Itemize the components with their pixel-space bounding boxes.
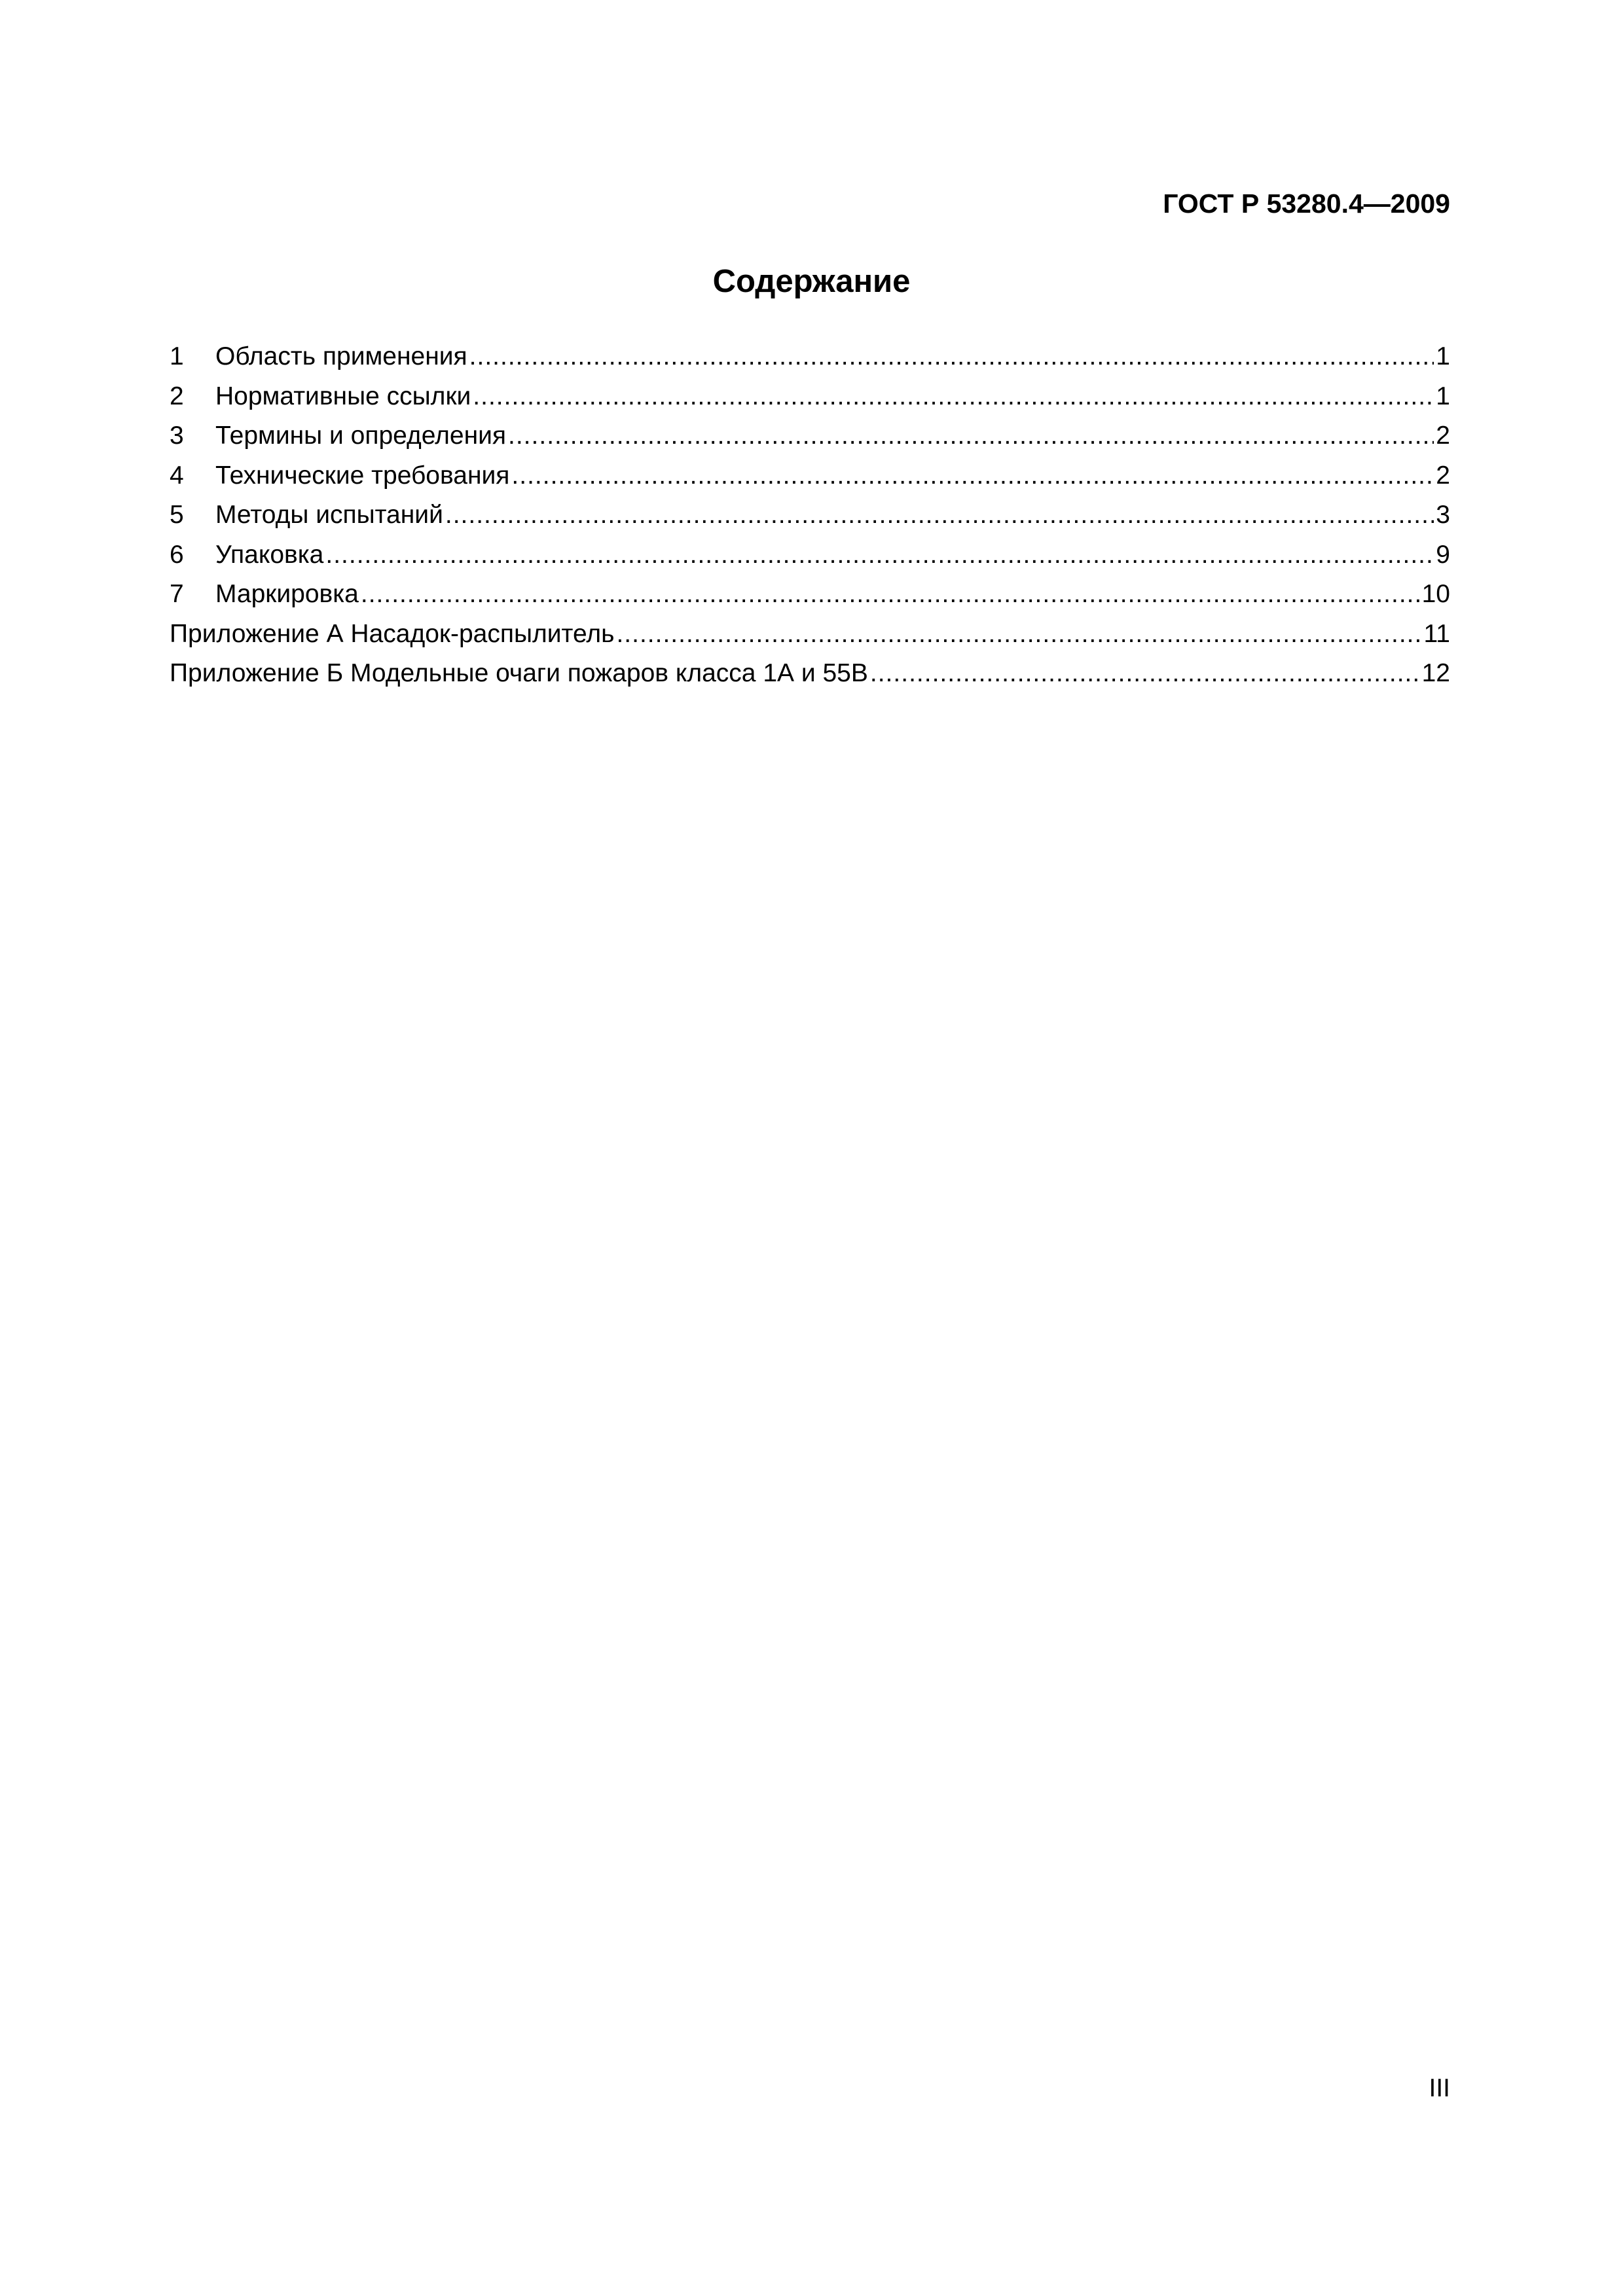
toc-entry-appendix-b[interactable] — [170, 654, 1450, 694]
page-number: III — [1429, 2074, 1450, 2102]
toc-entry-number: 2 — [170, 382, 184, 410]
toc-entry-3[interactable] — [170, 416, 1450, 456]
toc-entry-2[interactable] — [170, 377, 1450, 417]
toc-entry-page: 9 — [1436, 540, 1450, 569]
document-code: ГОСТ Р 53280.4—2009 — [1163, 188, 1450, 219]
toc-entry-label: Технические требования — [215, 461, 510, 490]
toc-entry-number: 7 — [170, 580, 184, 608]
toc-dot-leader — [511, 456, 1434, 496]
toc-entry-label: Упаковка — [215, 540, 324, 569]
toc-entry-label: Методы испытаний — [215, 501, 443, 529]
toc-dot-leader — [616, 615, 1421, 655]
toc-entry-number: 6 — [170, 540, 184, 569]
toc-dot-leader — [870, 654, 1420, 694]
toc-entry-page: 12 — [1421, 659, 1450, 687]
toc-entry-label: Приложение Б Модельные очаги пожаров класса 1А и 55В — [170, 659, 868, 687]
toc-entry-page: 2 — [1436, 461, 1450, 490]
toc-entry-page: 10 — [1421, 580, 1450, 608]
toc-dot-leader — [473, 377, 1434, 417]
toc-entry-6[interactable] — [170, 535, 1450, 575]
toc-entry-page: 3 — [1436, 501, 1450, 529]
toc-entry-number: 3 — [170, 422, 184, 450]
toc-entry-label: Термины и определения — [215, 422, 507, 450]
toc-entry-appendix-a[interactable] — [170, 615, 1450, 655]
toc-entry-number: 5 — [170, 501, 184, 529]
toc-entry-4[interactable] — [170, 456, 1450, 496]
table-of-contents — [170, 337, 1450, 694]
toc-entry-number: 4 — [170, 461, 184, 490]
toc-entry-page: 1 — [1436, 382, 1450, 410]
toc-entry-label: Нормативные ссылки — [215, 382, 471, 410]
toc-entry-7[interactable] — [170, 575, 1450, 615]
toc-entry-page: 1 — [1436, 342, 1450, 370]
toc-entry-5[interactable] — [170, 495, 1450, 535]
toc-entry-label: Маркировка — [215, 580, 359, 608]
toc-entry-page: 11 — [1423, 619, 1450, 648]
toc-dot-leader — [361, 575, 1420, 615]
toc-entry-label: Приложение А Насадок-распылитель — [170, 619, 615, 648]
toc-title: Содержание — [712, 264, 911, 299]
toc-entry-label: Область применения — [215, 342, 467, 370]
toc-entry-number: 1 — [170, 342, 184, 370]
toc-dot-leader — [508, 416, 1434, 456]
toc-entry-1[interactable] — [170, 337, 1450, 377]
toc-dot-leader — [445, 495, 1434, 535]
toc-dot-leader — [325, 535, 1434, 575]
toc-entry-page: 2 — [1436, 422, 1450, 450]
toc-dot-leader — [469, 337, 1434, 377]
